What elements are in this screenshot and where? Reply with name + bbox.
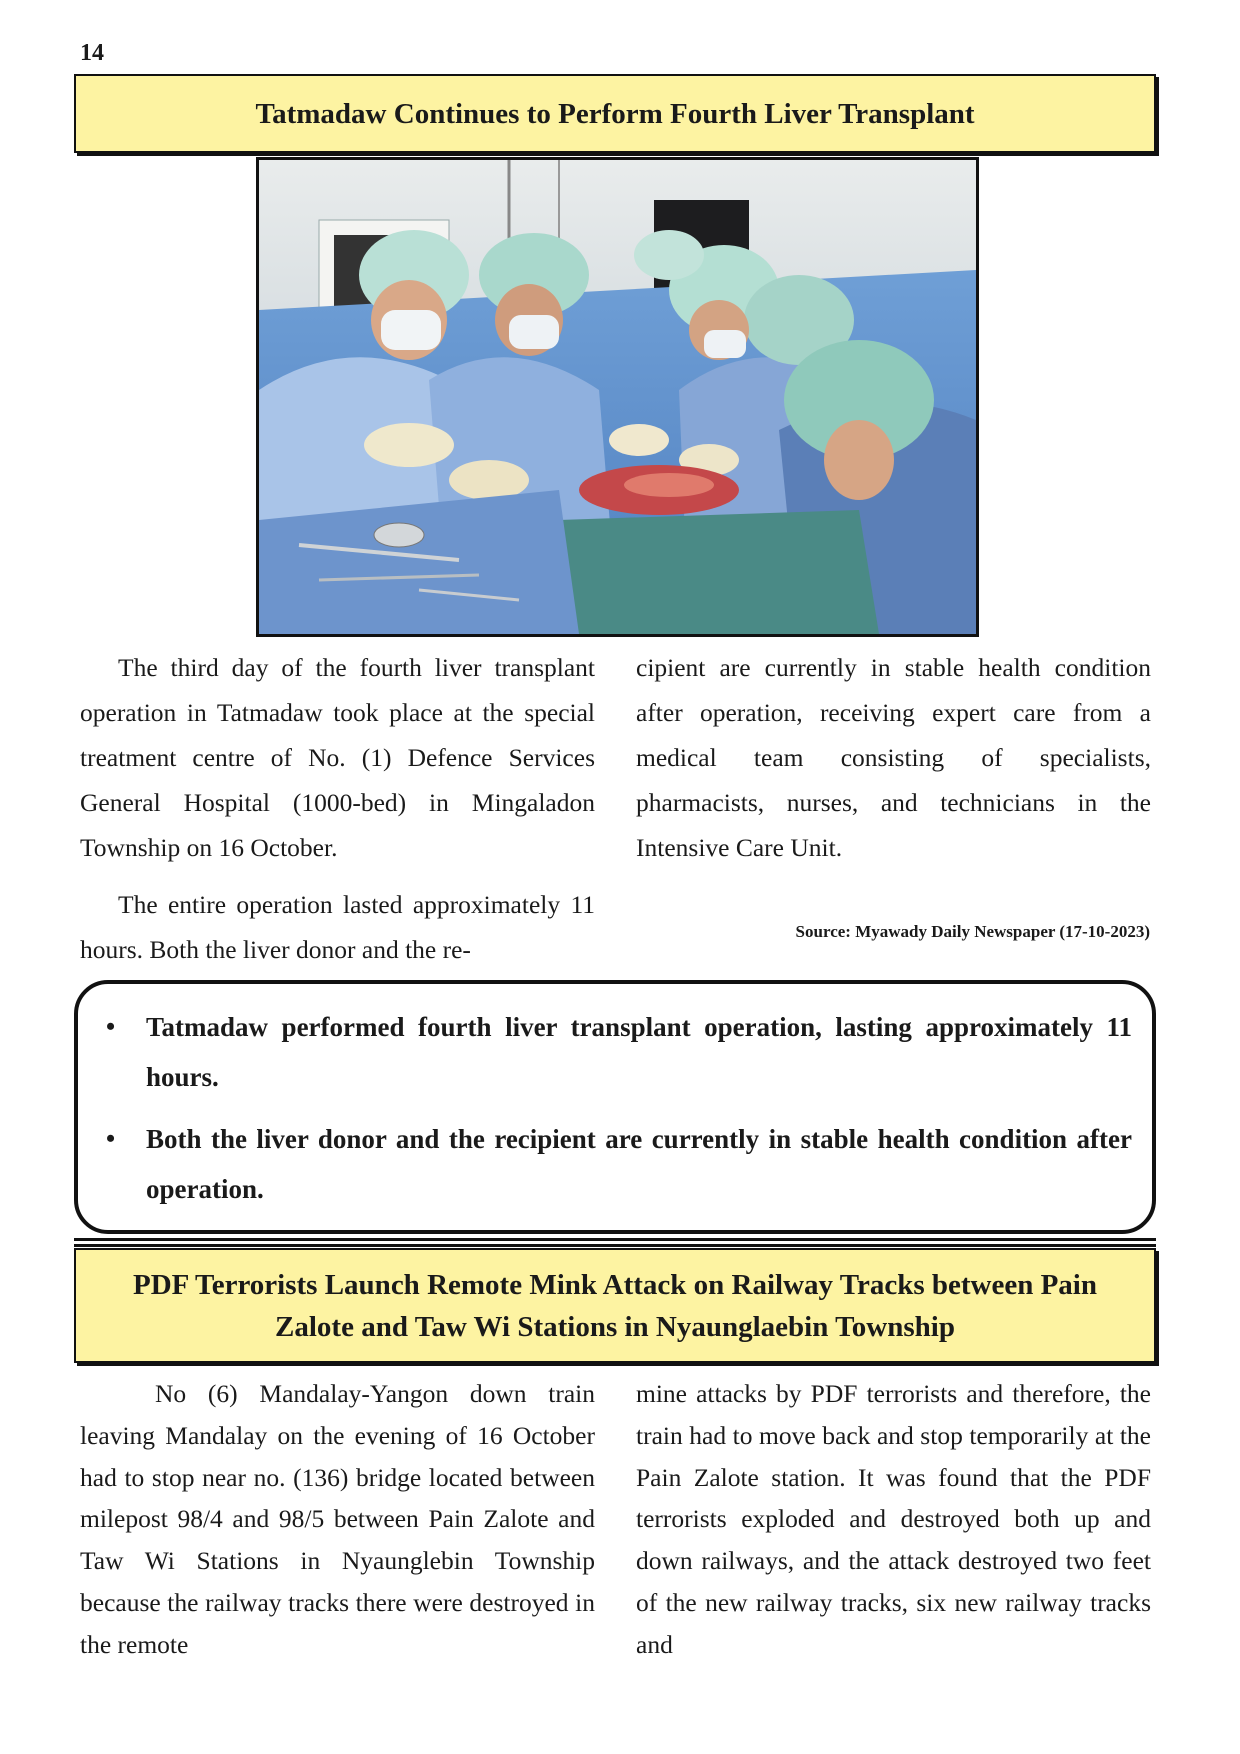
page-number: 14	[80, 40, 104, 66]
summary-list	[98, 1002, 1132, 1214]
paragraph: cipient are currently in stable health condition after operation, receiving expert care from a medical team consisting of specialists, pharmacists, nurses, and technicians in the Intensive Care Unit.	[636, 653, 1151, 862]
bullet-icon: •	[106, 1012, 116, 1041]
paragraph: mine attacks by PDF terrorists and therefore, the train had to move back and stop temporarily at the Pain Zalote station. It was found that the PDF terrorists exploded and destroyed both up and down railways, and the attack destroyed two feet of the new railway tracks, six new railway tracks and	[636, 1379, 1151, 1659]
article1-column-right	[636, 645, 1151, 870]
bullet-icon: •	[106, 1124, 116, 1153]
article2-column-left	[80, 1373, 595, 1666]
surgery-photo	[256, 157, 979, 637]
article1-column-left	[80, 645, 595, 972]
summary-text: Tatmadaw performed fourth liver transplant operation, lasting approximately 11 hours.	[146, 1012, 1132, 1092]
headline-text: Tatmadaw Continues to Perform Fourth Liver Transplant	[255, 97, 975, 130]
paragraph: The third day of the fourth liver transplant operation in Tatmadaw took place at the special treatment centre of No. (1) Defence Services General Hospital (1000-bed) in Mingaladon Township on 16 October.	[80, 653, 595, 862]
summary-text: Both the liver donor and the recipient are currently in stable health condition after operation.	[146, 1124, 1132, 1204]
headline-text: PDF Terrorists Launch Remote Mink Attack on Railway Tracks between Pain Zalote and Taw Wi Stations in Nyaunglaebin Township	[133, 1268, 1097, 1343]
article-headline	[74, 74, 1156, 153]
section-divider	[74, 1244, 1156, 1247]
summary-box	[74, 980, 1156, 1234]
summary-item	[98, 1002, 1132, 1102]
article2-column-right	[636, 1373, 1151, 1666]
article-headline	[74, 1248, 1156, 1363]
summary-item	[98, 1114, 1132, 1214]
paragraph: No (6) Mandalay-Yangon down train leaving Mandalay on the evening of 16 October had to stop near no. (136) bridge located between milepost 98/4 and 98/5 between Pain Zalote and Taw Wi Stations in Nyaunglebin Township because the railway tracks there were destroyed in the remote	[80, 1379, 595, 1659]
paragraph: The entire operation lasted approximately 11 hours. Both the liver donor and the re-	[80, 890, 595, 964]
section-divider	[74, 1238, 1156, 1241]
source-citation: Source: Myawady Daily Newspaper (17-10-2023)	[795, 922, 1150, 941]
